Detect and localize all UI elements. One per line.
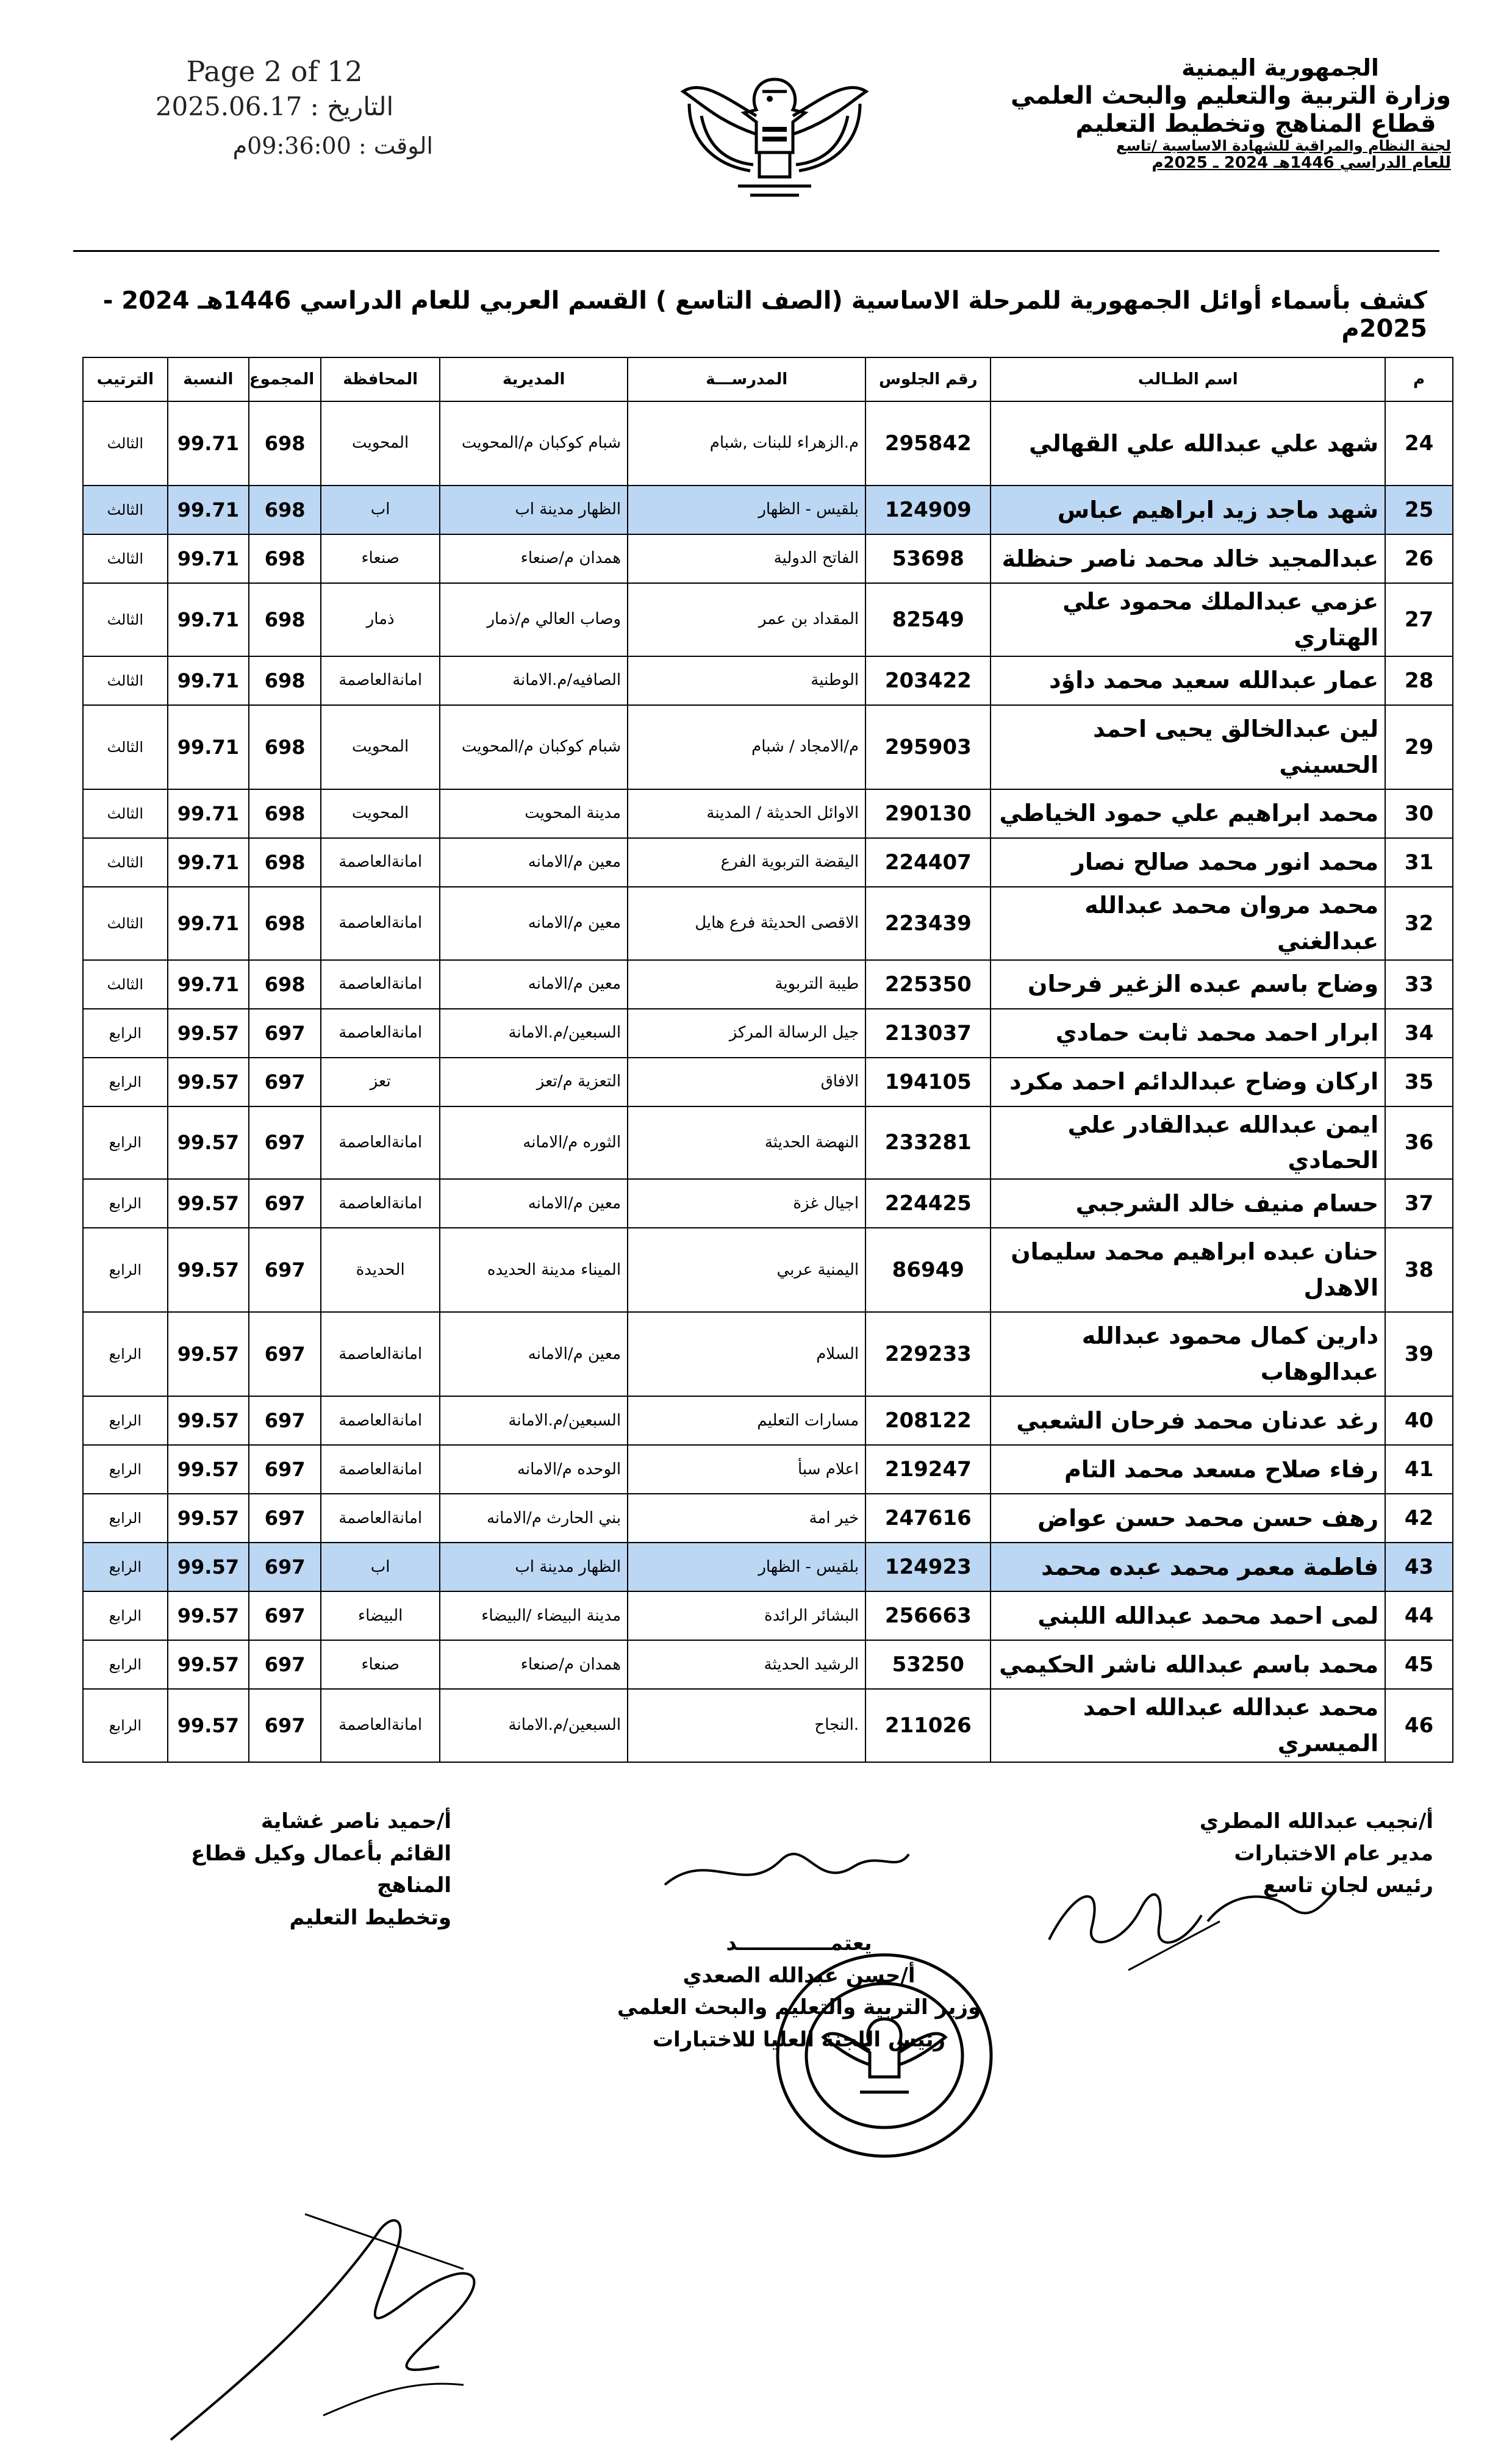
signer-role: وتخطيط التعليم bbox=[289, 1905, 451, 1930]
official-seal-icon bbox=[769, 1946, 1000, 2165]
cell-total: 697 bbox=[249, 1445, 321, 1494]
header-percent: النسبة bbox=[168, 357, 249, 401]
cell-school: مسارات التعليم bbox=[628, 1396, 865, 1445]
cell-total: 697 bbox=[249, 1106, 321, 1180]
table-row bbox=[83, 705, 1453, 789]
cell-total: 698 bbox=[249, 401, 321, 486]
cell-student-name: ابرار احمد محمد ثابت حمادي bbox=[991, 1009, 1385, 1058]
signer-title: مدير عام الاختبارات bbox=[1234, 1841, 1433, 1866]
table-row bbox=[83, 1543, 1453, 1591]
cell-percent: 99.57 bbox=[168, 1445, 249, 1494]
cell-total: 698 bbox=[249, 838, 321, 887]
cell-num: 42 bbox=[1385, 1494, 1453, 1543]
table-row bbox=[83, 838, 1453, 887]
cell-percent: 99.57 bbox=[168, 1689, 249, 1762]
cell-directorate: السبعين/م.الامانة bbox=[440, 1009, 628, 1058]
cell-governorate: تعز bbox=[321, 1058, 440, 1106]
cell-governorate: امانةالعاصمة bbox=[321, 1179, 440, 1228]
cell-total: 697 bbox=[249, 1494, 321, 1543]
cell-governorate: امانةالعاصمة bbox=[321, 1396, 440, 1445]
cell-percent: 99.57 bbox=[168, 1312, 249, 1396]
cell-num: 41 bbox=[1385, 1445, 1453, 1494]
cell-rank: الرابع bbox=[83, 1058, 168, 1106]
header-directorate: المديرية bbox=[440, 357, 628, 401]
ministry-name: وزارة التربية والتعليم والبحث العلمي bbox=[1010, 81, 1451, 110]
cell-num: 25 bbox=[1385, 486, 1453, 534]
table-row bbox=[83, 1179, 1453, 1228]
header-governorate: المحافظة bbox=[321, 357, 440, 401]
cell-percent: 99.57 bbox=[168, 1009, 249, 1058]
signer-name: أ/حسن عبدالله الصعدي bbox=[683, 1963, 915, 1988]
cell-governorate: امانةالعاصمة bbox=[321, 960, 440, 1009]
cell-rank: الثالث bbox=[83, 656, 168, 705]
header-school: المدرســـة bbox=[628, 357, 865, 401]
cell-rank: الثالث bbox=[83, 583, 168, 656]
cell-percent: 99.57 bbox=[168, 1396, 249, 1445]
cell-school: اليمنية عربي bbox=[628, 1228, 865, 1312]
cell-num: 38 bbox=[1385, 1228, 1453, 1312]
cell-directorate: الثوره م/الامانه bbox=[440, 1106, 628, 1180]
cell-student-name: رغد عدنان محمد فرحان الشعبي bbox=[991, 1396, 1385, 1445]
cell-percent: 99.57 bbox=[168, 1058, 249, 1106]
cell-directorate: معين م/الامانه bbox=[440, 887, 628, 960]
table-row bbox=[83, 887, 1453, 960]
cell-school: بلقيس - الظهار bbox=[628, 486, 865, 534]
cell-school: الافاق bbox=[628, 1058, 865, 1106]
cell-total: 698 bbox=[249, 486, 321, 534]
cell-directorate: معين م/الامانه bbox=[440, 1179, 628, 1228]
cell-rank: الرابع bbox=[83, 1106, 168, 1180]
cell-rank: الرابع bbox=[83, 1179, 168, 1228]
cell-seat-number: 53250 bbox=[865, 1640, 991, 1689]
cell-total: 698 bbox=[249, 705, 321, 789]
table-row bbox=[83, 1058, 1453, 1106]
cell-seat-number: 295903 bbox=[865, 705, 991, 789]
signer-name: أ/نجيب عبدالله المطري bbox=[1199, 1809, 1433, 1834]
cell-governorate: ذمار bbox=[321, 583, 440, 656]
cell-seat-number: 233281 bbox=[865, 1106, 991, 1180]
cell-student-name: فاطمة معمر محمد عبده محمد bbox=[991, 1543, 1385, 1591]
header-num: م bbox=[1385, 357, 1453, 401]
cell-student-name: حسام منيف خالد الشرجبي bbox=[991, 1179, 1385, 1228]
cell-percent: 99.57 bbox=[168, 1106, 249, 1180]
cell-school: طيبة التربوية bbox=[628, 960, 865, 1009]
cell-rank: الثالث bbox=[83, 486, 168, 534]
cell-seat-number: 53698 bbox=[865, 534, 991, 583]
cell-num: 27 bbox=[1385, 583, 1453, 656]
approval-label: يعتمـــــــــــــد bbox=[726, 1931, 872, 1956]
cell-rank: الرابع bbox=[83, 1396, 168, 1445]
cell-total: 697 bbox=[249, 1396, 321, 1445]
cell-directorate: الظهار مدينة اب bbox=[440, 1543, 628, 1591]
signer-name: أ/حميد ناصر غشاية bbox=[260, 1809, 451, 1834]
document-title: كشف بأسماء أوائل الجمهورية للمرحلة الاساسية (الصف التاسع ) القسم العربي للعام الدراسي 1446هـ 2024 - 2025م bbox=[102, 287, 1427, 343]
cell-directorate: الميناء مدينة الحديده bbox=[440, 1228, 628, 1312]
cell-school: الاقصى الحديثة فرع هايل bbox=[628, 887, 865, 960]
cell-percent: 99.57 bbox=[168, 1494, 249, 1543]
cell-school: النهضة الحديثة bbox=[628, 1106, 865, 1180]
cell-student-name: لمى احمد محمد عبدالله اللبني bbox=[991, 1591, 1385, 1640]
cell-directorate: شبام كوكبان م/المحويت bbox=[440, 705, 628, 789]
header-ministry-block bbox=[987, 55, 1451, 173]
cell-directorate: الصافيه/م.الامانة bbox=[440, 656, 628, 705]
cell-governorate: امانةالعاصمة bbox=[321, 1312, 440, 1396]
cell-governorate: امانةالعاصمة bbox=[321, 887, 440, 960]
table-row bbox=[83, 1591, 1453, 1640]
results-table bbox=[82, 357, 1453, 1763]
table-row bbox=[83, 1640, 1453, 1689]
sector-name: قطاع المناهج وتخطيط التعليم bbox=[1075, 109, 1436, 138]
cell-governorate: امانةالعاصمة bbox=[321, 1445, 440, 1494]
signer-title: القائم بأعمال وكيل قطاع المناهج bbox=[191, 1841, 451, 1898]
table-row bbox=[83, 1396, 1453, 1445]
page-number: Page 2 of 12 bbox=[186, 55, 363, 88]
table-row bbox=[83, 1009, 1453, 1058]
table-row bbox=[83, 1689, 1453, 1762]
cell-rank: الرابع bbox=[83, 1640, 168, 1689]
cell-seat-number: 194105 bbox=[865, 1058, 991, 1106]
cell-directorate: وصاب العالي م/ذمار bbox=[440, 583, 628, 656]
minister-handwritten-signature-icon bbox=[659, 1836, 915, 1909]
cell-directorate: بني الحارث م/الامانه bbox=[440, 1494, 628, 1543]
table-row bbox=[83, 583, 1453, 656]
cell-rank: الثالث bbox=[83, 789, 168, 838]
header-rank: الترتيب bbox=[83, 357, 168, 401]
cell-seat-number: 295842 bbox=[865, 401, 991, 486]
cell-seat-number: 213037 bbox=[865, 1009, 991, 1058]
cell-student-name: محمد مروان محمد عبدالله عبدالغني bbox=[991, 887, 1385, 960]
cell-governorate: امانةالعاصمة bbox=[321, 1494, 440, 1543]
academic-year: للعام الدراسي 1446هـ 2024 ـ 2025م bbox=[1152, 154, 1451, 173]
cell-percent: 99.57 bbox=[168, 1179, 249, 1228]
cell-student-name: دارين كمال محمود عبدالله عبدالوهاب bbox=[991, 1312, 1385, 1396]
cell-school: اعلام سبأ bbox=[628, 1445, 865, 1494]
cell-student-name: لين عبدالخالق يحيى احمد الحسيني bbox=[991, 705, 1385, 789]
cell-student-name: رفاء صلاح مسعد محمد التام bbox=[991, 1445, 1385, 1494]
cell-governorate: صنعاء bbox=[321, 1640, 440, 1689]
table-row bbox=[83, 1106, 1453, 1180]
director-handwritten-signature-icon bbox=[1037, 1854, 1342, 1976]
cell-rank: الثالث bbox=[83, 401, 168, 486]
cell-rank: الثالث bbox=[83, 887, 168, 960]
cell-rank: الرابع bbox=[83, 1689, 168, 1762]
cell-school: بلقيس - الظهار bbox=[628, 1543, 865, 1591]
header-divider bbox=[73, 250, 1439, 252]
cell-num: 43 bbox=[1385, 1543, 1453, 1591]
cell-student-name: عمار عبدالله سعيد محمد داؤد bbox=[991, 656, 1385, 705]
cell-student-name: حنان عبده ابراهيم محمد سليمان الاهدل bbox=[991, 1228, 1385, 1312]
cell-total: 698 bbox=[249, 534, 321, 583]
cell-directorate: همدان م/صنعاء bbox=[440, 534, 628, 583]
cell-governorate: امانةالعاصمة bbox=[321, 656, 440, 705]
cell-num: 36 bbox=[1385, 1106, 1453, 1180]
cell-directorate: السبعين/م.الامانة bbox=[440, 1396, 628, 1445]
cell-seat-number: 203422 bbox=[865, 656, 991, 705]
cell-student-name: عبدالمجيد خالد محمد ناصر حنظلة bbox=[991, 534, 1385, 583]
cell-num: 26 bbox=[1385, 534, 1453, 583]
cell-percent: 99.71 bbox=[168, 486, 249, 534]
cell-student-name: عزمي عبدالملك محمود علي الهتاري bbox=[991, 583, 1385, 656]
cell-governorate: امانةالعاصمة bbox=[321, 1106, 440, 1180]
header-meta-block bbox=[116, 55, 433, 159]
cell-percent: 99.71 bbox=[168, 838, 249, 887]
cell-total: 698 bbox=[249, 656, 321, 705]
cell-directorate: مدينة المحويت bbox=[440, 789, 628, 838]
print-date: التاريخ : 2025.06.17 bbox=[155, 91, 394, 121]
cell-governorate: اب bbox=[321, 486, 440, 534]
cell-directorate: الوحده م/الامانه bbox=[440, 1445, 628, 1494]
cell-percent: 99.71 bbox=[168, 583, 249, 656]
cell-total: 698 bbox=[249, 960, 321, 1009]
cell-percent: 99.57 bbox=[168, 1591, 249, 1640]
cell-seat-number: 219247 bbox=[865, 1445, 991, 1494]
cell-directorate: التعزية م/تعز bbox=[440, 1058, 628, 1106]
cell-total: 697 bbox=[249, 1228, 321, 1312]
cell-directorate: شبام كوكبان م/المحويت bbox=[440, 401, 628, 486]
cell-rank: الرابع bbox=[83, 1445, 168, 1494]
cell-school: الرشيد الحديثة bbox=[628, 1640, 865, 1689]
cell-seat-number: 124923 bbox=[865, 1543, 991, 1591]
print-time: الوقت : 09:36:00م bbox=[232, 132, 433, 159]
cell-governorate: صنعاء bbox=[321, 534, 440, 583]
cell-num: 31 bbox=[1385, 838, 1453, 887]
cell-directorate: همدان م/صنعاء bbox=[440, 1640, 628, 1689]
cell-school: الوطنية bbox=[628, 656, 865, 705]
cell-student-name: محمد باسم عبدالله ناشر الحكيمي bbox=[991, 1640, 1385, 1689]
table-row bbox=[83, 401, 1453, 486]
cell-seat-number: 290130 bbox=[865, 789, 991, 838]
cell-governorate: المحويت bbox=[321, 401, 440, 486]
cell-student-name: شهد علي عبدالله علي القهالي bbox=[991, 401, 1385, 486]
cell-directorate: معين م/الامانه bbox=[440, 960, 628, 1009]
deputy-handwritten-signature-icon bbox=[122, 2196, 549, 2452]
cell-rank: الرابع bbox=[83, 1591, 168, 1640]
signer-role: رئيس اللجنة العليا للاختبارات bbox=[652, 2027, 946, 2052]
cell-school: البشائر الرائدة bbox=[628, 1591, 865, 1640]
cell-total: 697 bbox=[249, 1179, 321, 1228]
cell-seat-number: 211026 bbox=[865, 1689, 991, 1762]
table-row bbox=[83, 486, 1453, 534]
cell-school: المقداد بن عمر bbox=[628, 583, 865, 656]
cell-student-name: محمد عبدالله عبدالله احمد الميسري bbox=[991, 1689, 1385, 1762]
cell-percent: 99.71 bbox=[168, 705, 249, 789]
cell-student-name: شهد ماجد زيد ابراهيم عباس bbox=[991, 486, 1385, 534]
cell-rank: الرابع bbox=[83, 1494, 168, 1543]
table-row bbox=[83, 1494, 1453, 1543]
cell-percent: 99.71 bbox=[168, 789, 249, 838]
cell-student-name: اركان وضاح عبدالدائم احمد مكرد bbox=[991, 1058, 1385, 1106]
table-row bbox=[83, 789, 1453, 838]
cell-directorate: معين م/الامانه bbox=[440, 838, 628, 887]
cell-directorate: السبعين/م.الامانة bbox=[440, 1689, 628, 1762]
cell-school: اجيال غزة bbox=[628, 1179, 865, 1228]
cell-total: 698 bbox=[249, 887, 321, 960]
table-row bbox=[83, 534, 1453, 583]
table-row bbox=[83, 1445, 1453, 1494]
cell-num: 39 bbox=[1385, 1312, 1453, 1396]
header-name: اسم الطـالب bbox=[991, 357, 1385, 401]
cell-rank: الثالث bbox=[83, 534, 168, 583]
cell-governorate: البيضاء bbox=[321, 1591, 440, 1640]
table-header-row bbox=[83, 357, 1453, 401]
cell-school: السلام bbox=[628, 1312, 865, 1396]
cell-student-name: رهف حسن محمد حسن عواض bbox=[991, 1494, 1385, 1543]
cell-school: اليقضة التربوية الفرع bbox=[628, 838, 865, 887]
cell-num: 28 bbox=[1385, 656, 1453, 705]
cell-num: 29 bbox=[1385, 705, 1453, 789]
cell-rank: الرابع bbox=[83, 1543, 168, 1591]
cell-rank: الرابع bbox=[83, 1312, 168, 1396]
cell-rank: الثالث bbox=[83, 960, 168, 1009]
cell-seat-number: 229233 bbox=[865, 1312, 991, 1396]
cell-percent: 99.71 bbox=[168, 887, 249, 960]
header-total: المجموع bbox=[249, 357, 321, 401]
signer-title: وزير التربية والتعليم والبحث العلمي bbox=[617, 1995, 981, 2020]
signature-deputy bbox=[110, 1805, 451, 1934]
cell-student-name: محمد ابراهيم علي حمود الخياطي bbox=[991, 789, 1385, 838]
table-row bbox=[83, 960, 1453, 1009]
cell-directorate: معين م/الامانه bbox=[440, 1312, 628, 1396]
cell-directorate: مدينة البيضاء /البيضاء bbox=[440, 1591, 628, 1640]
cell-total: 697 bbox=[249, 1640, 321, 1689]
cell-num: 24 bbox=[1385, 401, 1453, 486]
table-row bbox=[83, 1228, 1453, 1312]
cell-seat-number: 223439 bbox=[865, 887, 991, 960]
cell-governorate: الحديدة bbox=[321, 1228, 440, 1312]
header-seat: رقم الجلوس bbox=[865, 357, 991, 401]
cell-total: 697 bbox=[249, 1009, 321, 1058]
cell-governorate: اب bbox=[321, 1543, 440, 1591]
cell-governorate: المحويت bbox=[321, 705, 440, 789]
yemen-eagle-emblem-icon bbox=[665, 55, 884, 207]
table-row bbox=[83, 656, 1453, 705]
cell-percent: 99.57 bbox=[168, 1228, 249, 1312]
signer-role: رئيس لجان تاسع bbox=[1263, 1873, 1433, 1898]
cell-num: 46 bbox=[1385, 1689, 1453, 1762]
cell-total: 697 bbox=[249, 1058, 321, 1106]
cell-rank: الثالث bbox=[83, 705, 168, 789]
cell-seat-number: 82549 bbox=[865, 583, 991, 656]
cell-seat-number: 208122 bbox=[865, 1396, 991, 1445]
cell-directorate: الظهار مدينة اب bbox=[440, 486, 628, 534]
cell-seat-number: 225350 bbox=[865, 960, 991, 1009]
cell-num: 34 bbox=[1385, 1009, 1453, 1058]
cell-percent: 99.71 bbox=[168, 960, 249, 1009]
cell-total: 698 bbox=[249, 789, 321, 838]
cell-seat-number: 224425 bbox=[865, 1179, 991, 1228]
cell-total: 697 bbox=[249, 1543, 321, 1591]
cell-school: م.الزهراء للبنات ,شبام bbox=[628, 401, 865, 486]
cell-num: 44 bbox=[1385, 1591, 1453, 1640]
cell-num: 45 bbox=[1385, 1640, 1453, 1689]
cell-school: الاوائل الحديثة / المدينة bbox=[628, 789, 865, 838]
cell-seat-number: 86949 bbox=[865, 1228, 991, 1312]
cell-seat-number: 247616 bbox=[865, 1494, 991, 1543]
cell-student-name: محمد انور محمد صالح نصار bbox=[991, 838, 1385, 887]
cell-school: الفاتح الدولية bbox=[628, 534, 865, 583]
cell-student-name: وضاح باسم عبده الزغير فرحان bbox=[991, 960, 1385, 1009]
cell-school: خير امة bbox=[628, 1494, 865, 1543]
cell-percent: 99.71 bbox=[168, 534, 249, 583]
cell-student-name: ايمن عبدالله عبدالقادر علي الحمادي bbox=[991, 1106, 1385, 1180]
country-name: الجمهورية اليمنية bbox=[1181, 54, 1379, 81]
cell-num: 33 bbox=[1385, 960, 1453, 1009]
cell-num: 35 bbox=[1385, 1058, 1453, 1106]
cell-seat-number: 224407 bbox=[865, 838, 991, 887]
cell-total: 697 bbox=[249, 1689, 321, 1762]
cell-school: جيل الرسالة المركز bbox=[628, 1009, 865, 1058]
committee-name: لجنة النظام والمراقبة للشهادة الاساسية /تاسع bbox=[1116, 137, 1451, 154]
cell-num: 40 bbox=[1385, 1396, 1453, 1445]
cell-governorate: امانةالعاصمة bbox=[321, 1009, 440, 1058]
cell-num: 30 bbox=[1385, 789, 1453, 838]
cell-rank: الرابع bbox=[83, 1009, 168, 1058]
cell-school: م/الامجاد / شبام bbox=[628, 705, 865, 789]
cell-rank: الرابع bbox=[83, 1228, 168, 1312]
table-row bbox=[83, 1312, 1453, 1396]
cell-num: 32 bbox=[1385, 887, 1453, 960]
cell-num: 37 bbox=[1385, 1179, 1453, 1228]
cell-school: .النجاح bbox=[628, 1689, 865, 1762]
cell-seat-number: 256663 bbox=[865, 1591, 991, 1640]
cell-percent: 99.57 bbox=[168, 1640, 249, 1689]
cell-governorate: امانةالعاصمة bbox=[321, 838, 440, 887]
cell-seat-number: 124909 bbox=[865, 486, 991, 534]
cell-total: 698 bbox=[249, 583, 321, 656]
cell-governorate: امانةالعاصمة bbox=[321, 1689, 440, 1762]
cell-percent: 99.71 bbox=[168, 656, 249, 705]
cell-percent: 99.57 bbox=[168, 1543, 249, 1591]
cell-percent: 99.71 bbox=[168, 401, 249, 486]
cell-total: 697 bbox=[249, 1312, 321, 1396]
cell-governorate: المحويت bbox=[321, 789, 440, 838]
cell-rank: الثالث bbox=[83, 838, 168, 887]
cell-total: 697 bbox=[249, 1591, 321, 1640]
